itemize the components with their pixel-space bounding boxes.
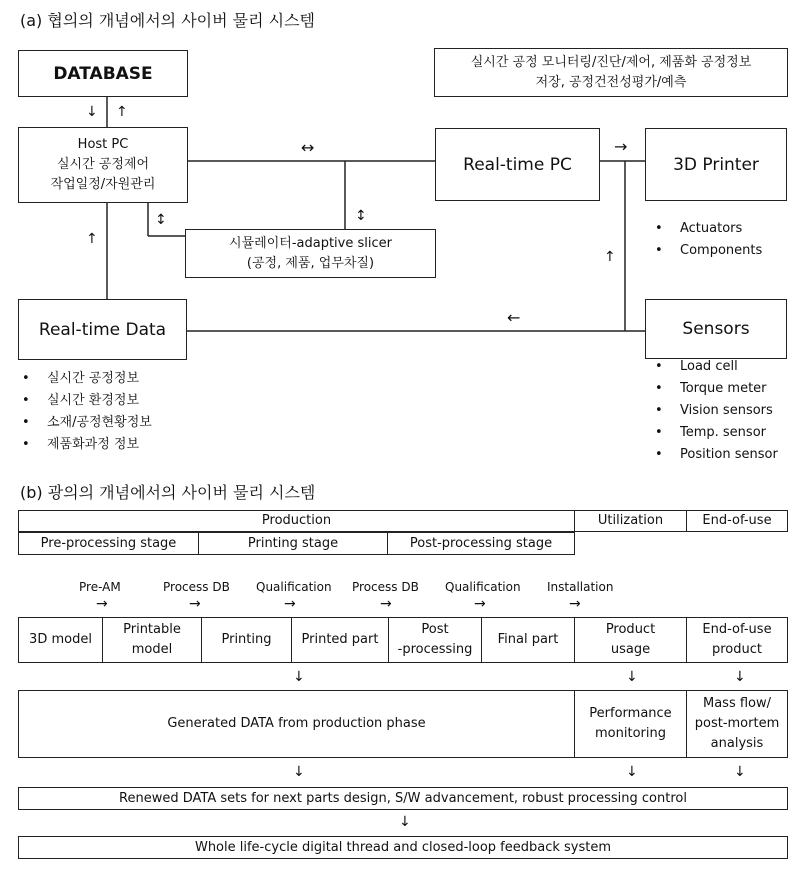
realtime-data-box: Real-time Data: [18, 299, 187, 360]
list-item: • 실시간 공정정보: [18, 368, 152, 390]
down-arrow: ↓: [626, 764, 638, 780]
transition-label: Process DB: [163, 580, 230, 594]
phase-header-row: [18, 510, 788, 532]
down-arrow: ↓: [399, 814, 411, 830]
end-of-use-header: End-of-use: [702, 513, 772, 528]
right-arrow: →: [614, 137, 628, 156]
host-pc-box: [18, 127, 188, 203]
part-b-title: (b) 광의의 개념에서의 사이버 물리 시스템: [20, 483, 316, 502]
list-item: • Components: [651, 240, 762, 262]
utilization-header: Utilization: [575, 511, 687, 531]
generated-data-row: [18, 690, 788, 758]
updown-arrow: ↕: [155, 212, 167, 228]
list-item: • Position sensor: [651, 444, 778, 466]
list-item: • Actuators: [651, 218, 762, 240]
host-pc-line2: 실시간 공정제어: [56, 157, 150, 172]
updown-arrow: ↕: [355, 208, 367, 224]
realtime-pc-box: Real-time PC: [435, 128, 600, 201]
up-arrow: ↑: [116, 104, 128, 120]
step-product-usage: Product usage: [575, 618, 687, 662]
transition-label: Qualification: [445, 580, 521, 594]
lifecycle-steps-row: [18, 617, 788, 663]
right-arrow: →: [569, 596, 581, 612]
3d-printer-box: 3D Printer: [645, 128, 787, 201]
bidirectional-arrow: ↔: [301, 138, 315, 157]
step-printed-part: Printed part: [292, 618, 389, 662]
sensors-box: Sensors: [645, 299, 787, 359]
printing-stage: Printing stage: [199, 533, 388, 554]
up-arrow: ↑: [604, 249, 616, 265]
down-arrow: ↓: [86, 104, 98, 120]
down-arrow: ↓: [293, 764, 305, 780]
database-box: DATABASE: [18, 50, 188, 97]
right-arrow: →: [96, 596, 108, 612]
list-item: • 실시간 환경정보: [18, 390, 152, 412]
step-end-of-use-product: End-of-use product: [702, 622, 772, 657]
pre-processing-stage: Pre-processing stage: [19, 533, 199, 554]
cps-functions-box: [434, 48, 788, 97]
simulator-line2: (공정, 제품, 업무차질): [246, 255, 375, 271]
simulator-box: [185, 229, 436, 278]
production-header: Production: [19, 511, 575, 531]
list-item: • Temp. sensor: [651, 422, 778, 444]
transition-label: Installation: [547, 580, 614, 594]
transition-label: Process DB: [352, 580, 419, 594]
transition-label: Pre-AM: [79, 580, 121, 594]
right-arrow: →: [380, 596, 392, 612]
step-post-processing: Post -processing: [389, 618, 482, 662]
list-item: • Load cell: [651, 356, 778, 378]
step-printing: Printing: [202, 618, 292, 662]
mass-flow-analysis: Mass flow/ post-mortem analysis: [694, 696, 780, 751]
left-arrow: ←: [507, 308, 521, 327]
list-item: • Torque meter: [651, 378, 778, 400]
post-processing-stage: Post-processing stage: [409, 535, 553, 551]
generated-data-production: Generated DATA from production phase: [19, 691, 575, 757]
printer-items-list: [651, 218, 762, 262]
whole-lifecycle-box: Whole life-cycle digital thread and closed-loop feedback system: [18, 836, 788, 859]
simulator-line1: 시뮬레이터-adaptive slicer: [229, 235, 392, 251]
down-arrow: ↓: [293, 669, 305, 685]
renewed-data-box: Renewed DATA sets for next parts design, S/W advancement, robust processing control: [18, 787, 788, 810]
host-pc-line3: 작업일정/자원관리: [50, 177, 156, 192]
right-arrow: →: [474, 596, 486, 612]
sensor-items-list: [651, 356, 778, 466]
cps-functions-line2: 저장, 공정건전성평가/예측: [535, 74, 687, 90]
part-a-title: (a) 협의의 개념에서의 사이버 물리 시스템: [20, 11, 316, 30]
host-pc-label: Host PC: [77, 137, 129, 152]
list-item: • 제품화과정 정보: [18, 434, 152, 456]
down-arrow: ↓: [734, 669, 746, 685]
list-item: • Vision sensors: [651, 400, 778, 422]
up-arrow: ↑: [86, 231, 98, 247]
right-arrow: →: [189, 596, 201, 612]
step-printable-model: Printable model: [103, 618, 202, 662]
down-arrow: ↓: [734, 764, 746, 780]
right-arrow: →: [284, 596, 296, 612]
performance-monitoring: Performance monitoring: [575, 691, 687, 757]
stage-row: [18, 532, 575, 555]
down-arrow: ↓: [626, 669, 638, 685]
transition-label: Qualification: [256, 580, 332, 594]
cps-functions-line1: 실시간 공정 모니터링/진단/제어, 제품화 공정정보: [470, 54, 752, 70]
data-items-list: [18, 368, 152, 456]
step-3d-model: 3D model: [19, 618, 103, 662]
step-final-part: Final part: [482, 618, 575, 662]
list-item: • 소재/공정현황정보: [18, 412, 152, 434]
